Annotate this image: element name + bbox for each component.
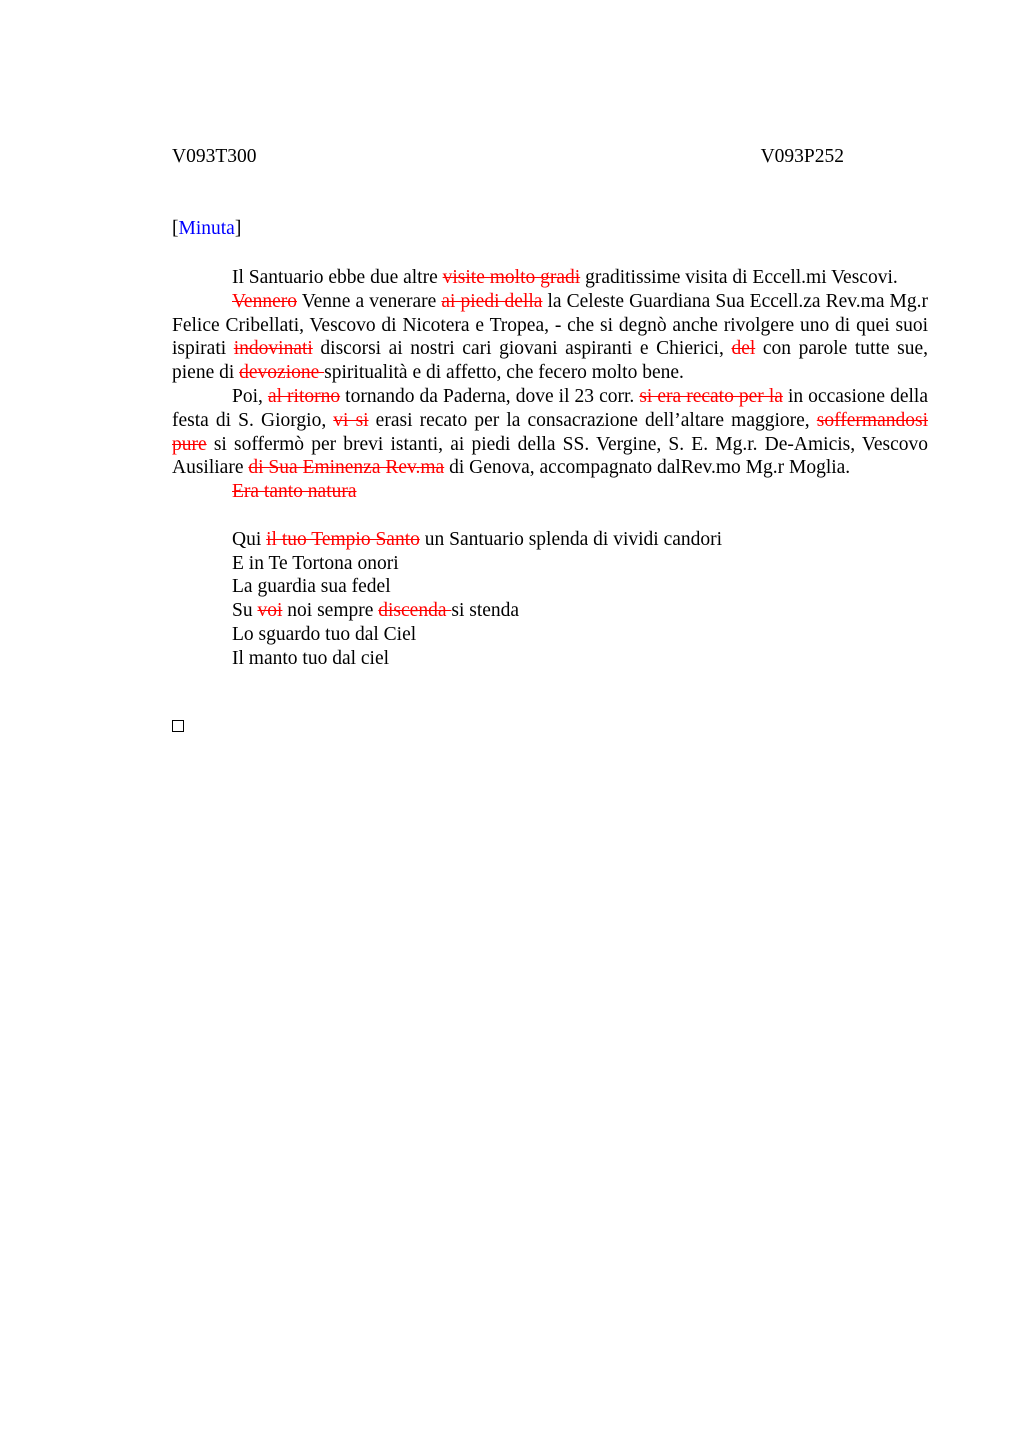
deleted-text: del	[731, 338, 756, 360]
verse-line-6	[172, 647, 928, 671]
deleted-text: soffermandosi pure	[172, 409, 928, 455]
deleted-text: Era tanto natura	[232, 481, 357, 503]
document-reference-left: V093T300	[172, 146, 257, 167]
verse-line-3	[172, 575, 928, 599]
deleted-text: di Sua Eminenza Rev.ma	[248, 457, 445, 479]
deleted-text: si era recato per la	[639, 385, 783, 407]
paragraph-2	[172, 290, 928, 385]
text-run: si soffermò per brevi istanti, ai piedi della SS. Vergine, S. E. Mg.r. De-Amicis, Vescovo Ausiliare	[172, 433, 928, 479]
text-run: Su	[232, 600, 258, 622]
text-run: un Santuario splenda di vividi candori	[419, 528, 723, 550]
verse-line-5	[172, 623, 928, 647]
section-heading	[172, 218, 241, 240]
paragraph-4	[172, 480, 928, 504]
deleted-text: vi si	[333, 409, 369, 431]
heading-label: Minuta	[178, 218, 235, 239]
verse-line-4	[172, 599, 928, 623]
letter-body	[172, 266, 928, 671]
heading-open-bracket: [	[172, 218, 179, 239]
text-run: Poi,	[232, 385, 268, 407]
deleted-text: il tuo Tempio Santo	[266, 528, 420, 550]
text-run: Qui	[232, 528, 267, 550]
reference-header	[172, 146, 844, 170]
paragraph-3	[172, 385, 928, 480]
text-run: graditissime visita di Eccell.mi Vescovi.	[580, 267, 898, 288]
text-run: Lo sguardo tuo dal Ciel	[232, 623, 417, 645]
text-run: erasi recato per la consacrazione dell’altare maggiore,	[368, 409, 817, 431]
deleted-text: discenda	[378, 600, 452, 622]
deleted-text: devozione	[239, 362, 325, 384]
verse-line-2	[172, 552, 928, 576]
text-run: E in Te Tortona onori	[232, 552, 399, 574]
text-run: noi sempre	[282, 600, 379, 622]
text-run: in occasione della festa di S. Giorgio,	[172, 385, 928, 431]
verse-line-1	[172, 528, 928, 552]
text-run: di Genova, accompagnato dalRev.mo Mg.r Moglia.	[444, 457, 851, 479]
paragraph-1	[172, 266, 928, 290]
deleted-text: al ritorno	[267, 385, 341, 407]
text-run: La guardia sua fedel	[232, 576, 391, 598]
deleted-text: voi	[257, 600, 283, 622]
text-run: spiritualità e di affetto, che fecero molto bene.	[324, 362, 684, 384]
document-reference-right: V093P252	[760, 146, 844, 167]
text-run: si stenda	[451, 600, 520, 622]
deleted-text: indovinati	[233, 338, 313, 360]
text-run: tornando da Paderna, dove il 23 corr.	[340, 385, 640, 407]
deleted-text: ai piedi della	[441, 290, 543, 312]
text-run: Il Santuario ebbe due altre	[232, 267, 443, 288]
text-run: la Celeste Guardiana Sua Eccell.za Rev.ma Mg.r Felice Cribellati, Vescovo di Nicotera e Tropea, - che si degnò anche rivolgere uno di quei suoi ispirati	[172, 290, 928, 360]
deleted-text: Vennero	[232, 290, 297, 312]
blank-line	[172, 504, 928, 528]
text-run: Il manto tuo dal ciel	[232, 647, 390, 669]
deleted-text: visite molto gradi	[442, 267, 581, 288]
end-marker-square	[172, 720, 184, 732]
text-run: Venne a venerare	[296, 290, 442, 312]
text-run: con parole tutte sue, piene di	[172, 338, 928, 384]
text-run: discorsi ai nostri cari giovani aspiranti e Chierici,	[312, 338, 732, 360]
heading-close-bracket: ]	[234, 218, 242, 239]
